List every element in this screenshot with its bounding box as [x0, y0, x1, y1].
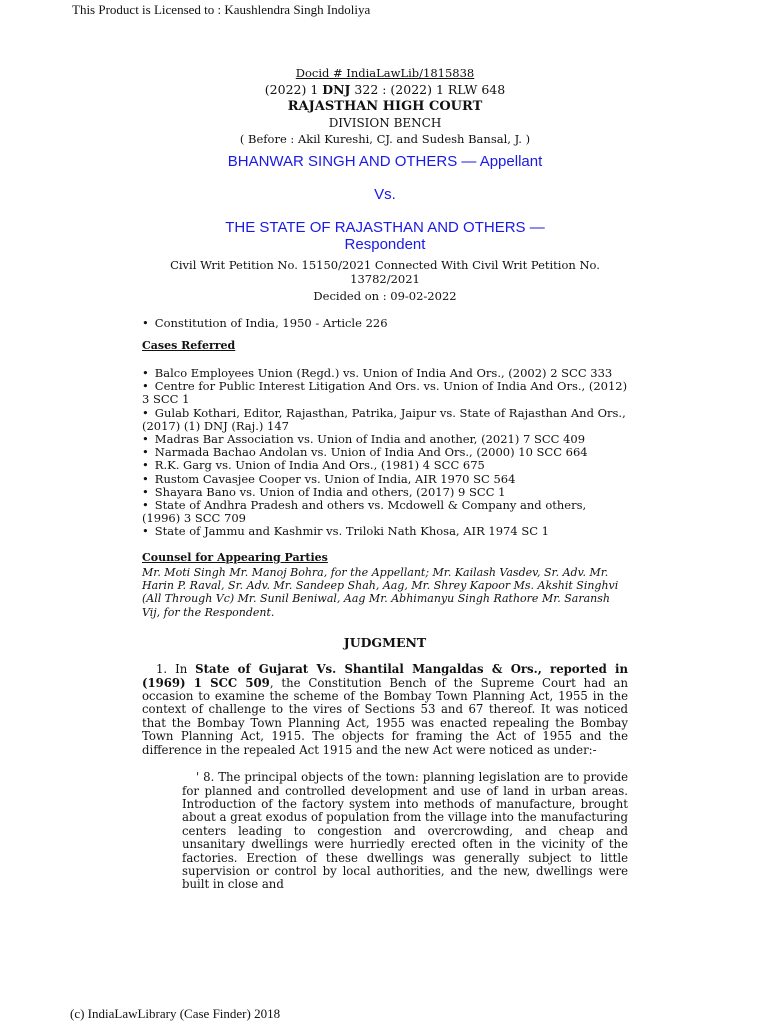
case-text: R.K. Garg vs. Union of India And Ors., (1981) 4 SCC 675 — [154, 458, 485, 473]
case-text: State of Jammu and Kashmir vs. Triloki Nath Khosa, AIR 1974 SC 1 — [154, 524, 549, 539]
bullet-icon: • — [142, 458, 149, 473]
petition-number: Civil Writ Petition No. 15150/2021 Connected With Civil Writ Petition No. 13782/2021 — [170, 258, 600, 286]
case-text: Centre for Public Interest Litigation And Ors. vs. Union of India And Ors., (2012) 3 SCC 1 — [142, 379, 628, 407]
bullet-icon: • — [142, 524, 149, 539]
list-item — [142, 380, 628, 406]
paragraph-1 — [142, 663, 628, 757]
bullet-icon: • — [142, 432, 149, 447]
versus: Vs. — [374, 186, 396, 203]
statute-text: Constitution of India, 1950 - Article 226 — [154, 316, 388, 330]
citation-prefix: (2022) 1 — [264, 82, 323, 97]
judges: ( Before : Akil Kureshi, CJ. and Sudesh Bansal, J. ) — [239, 132, 531, 146]
footer-copyright: (c) IndiaLawLibrary (Case Finder) 2018 — [70, 1006, 281, 1021]
respondent-line2: Respondent — [344, 236, 426, 253]
document-body — [142, 66, 628, 892]
case-text: Rustom Cavasjee Cooper vs. Union of India, AIR 1970 SC 564 — [154, 471, 516, 486]
counsel-heading: Counsel for Appearing Parties — [142, 550, 328, 564]
license-notice: This Product is Licensed to : Kaushlendra Singh Indoliya — [72, 2, 371, 17]
respondent-line1: THE STATE OF RAJASTHAN AND OTHERS — — [225, 219, 545, 236]
case-text: Narmada Bachao Andolan vs. Union of India And Ors., (2000) 10 SCC 664 — [154, 445, 588, 460]
court-name: RAJASTHAN HIGH COURT — [287, 99, 483, 114]
counsel-text: Mr. Moti Singh Mr. Manoj Bohra, for the Appellant; Mr. Kailash Vasdev, Sr. Adv. Mr. Harin P. Raval, Sr. Adv. Mr. Sandeep Shah, Aag, Mr. Shrey Kapoor Ms. Akshit Singhvi (All Through Vc) Mr. Sunil Beniwal, Aag Mr. Abhimanyu Singh Rathore Mr. Saransh Vij, for the Respondent. — [142, 565, 619, 619]
bullet-icon: • — [142, 445, 149, 460]
judgment-heading: JUDGMENT — [343, 635, 427, 651]
decision-date: Decided on : 09-02-2022 — [313, 289, 457, 303]
citation-reporter: DNJ — [322, 82, 351, 97]
para1-case-citation: State of Gujarat Vs. Shantilal Mangaldas & Ors., reported in (1969) 1 SCC 509 — [142, 662, 628, 690]
case-text: Madras Bar Association vs. Union of India and another, (2021) 7 SCC 409 — [154, 432, 586, 447]
appellant: BHANWAR SINGH AND OTHERS — Appellant — [227, 153, 543, 170]
bullet-icon: • — [142, 366, 149, 380]
cases-referred-heading: Cases Referred — [142, 339, 236, 352]
bullet-icon: • — [142, 471, 149, 486]
list-item — [142, 525, 628, 538]
list-item — [142, 499, 628, 525]
para1-lead: 1. In — [156, 662, 196, 677]
cases-list — [142, 367, 628, 539]
citation-suffix: 322 : (2022) 1 RLW 648 — [350, 82, 506, 97]
citation — [142, 81, 628, 98]
bullet-icon: • — [142, 498, 149, 513]
case-text: Gulab Kothari, Editor, Rajasthan, Patrika, Jaipur vs. State of Rajasthan And Ors., (2017) (1) DNJ (Raj.) 147 — [142, 405, 626, 433]
bullet-icon: • — [142, 484, 149, 499]
case-text: Balco Employees Union (Regd.) vs. Union of India And Ors., (2002) 2 SCC 333 — [154, 366, 613, 380]
bench-type: DIVISION BENCH — [328, 116, 442, 130]
bullet-icon: • — [142, 405, 149, 420]
case-text: State of Andhra Pradesh and others vs. Mcdowell & Company and others, (1996) 3 SCC 709 — [142, 498, 587, 526]
doc-id: Docid # IndiaLawLib/1815838 — [295, 66, 475, 80]
case-text: Shayara Bano vs. Union of India and others, (2017) 9 SCC 1 — [154, 484, 506, 499]
block-quote: ' 8. The principal objects of the town: planning legislation are to provide for planned and controlled development and use of land in urban areas. Introduction of the factory system into methods of manufacture, brought about a great exodus of population from the village into the manufacturing centers leading to congestion and overcrowding, and cheap and unsanitary dwellings were hurriedly erected often in the vicinity of the factories. Erection of these dwellings was generally subject to little supervision or control by local authorities, and the new, dwellings were built in close and — [182, 770, 628, 892]
list-item — [142, 407, 628, 433]
para1-body: , the Constitution Bench of the Supreme Court had an occasion to examine the scheme of the Bombay Town Planning Act, 1955 in the context of challenge to the vires of Sections 53 and 67 thereof. It was noticed that the Bombay Town Planning Act, 1955 was enacted repealing the Bombay Town Planning Act, 1915. The objects for framing the Act of 1955 and the difference in the repealed Act 1915 and the new Act were noticed as under:- — [142, 675, 629, 757]
statute-item — [142, 316, 628, 331]
bullet-icon: • — [142, 379, 149, 394]
bullet-icon: • — [142, 316, 149, 330]
